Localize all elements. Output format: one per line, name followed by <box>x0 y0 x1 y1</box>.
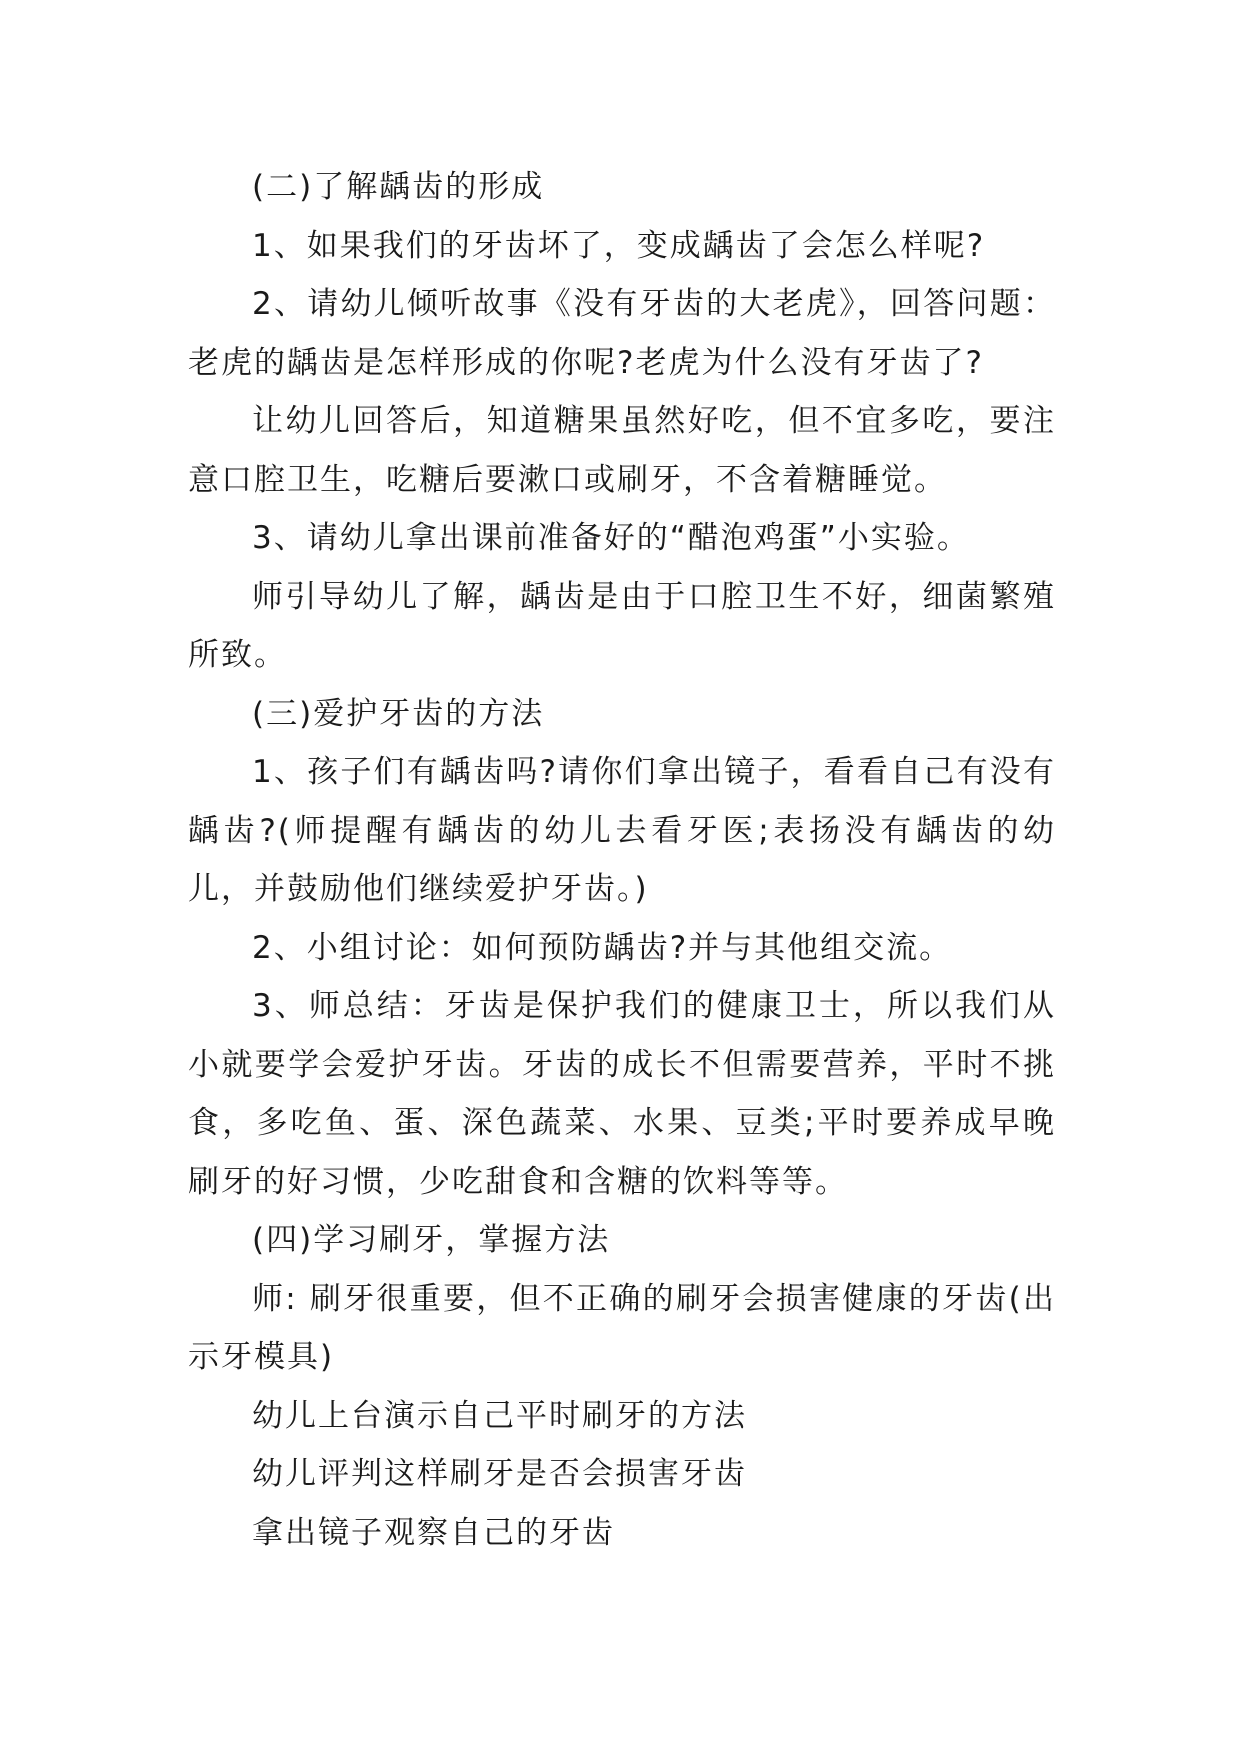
paragraph: 1、孩子们有龋齿吗?请你们拿出镜子，看看自己有没有龋齿?(师提醒有龋齿的幼儿去看牙医;表扬没有龋齿的幼儿，并鼓励他们继续爱护牙齿。) <box>188 754 1056 907</box>
section-heading: (二)了解龋齿的形成 <box>252 169 545 205</box>
paragraph: 2、小组讨论：如何预防龋齿?并与其他组交流。 <box>252 929 953 966</box>
paragraph: 2、请幼儿倾听故事《没有牙齿的大老虎》，回答问题：老虎的龋齿是怎样形成的你呢?老虎为什么没有牙齿了? <box>188 286 1056 381</box>
document-body <box>188 158 1056 1562</box>
paragraph: 师引导幼儿了解，龋齿是由于口腔卫生不好，细菌繁殖所致。 <box>188 578 1056 673</box>
paragraph: 师: 刷牙很重要，但不正确的刷牙会损害健康的牙齿(出示牙模具) <box>188 1280 1056 1375</box>
paragraph: 幼儿评判这样刷牙是否会损害牙齿 <box>252 1456 747 1492</box>
paragraph: 3、师总结：牙齿是保护我们的健康卫士，所以我们从小就要学会爱护牙齿。牙齿的成长不但需要营养，平时不挑食，多吃鱼、蛋、深色蔬菜、水果、豆类;平时要养成早晚刷牙的好习惯，少吃甜食和含糖的饮料等等。 <box>188 988 1056 1200</box>
paragraph: 1、如果我们的牙齿坏了，变成龋齿了会怎么样呢? <box>252 227 986 264</box>
paragraph: 3、请幼儿拿出课前准备好的“醋泡鸡蛋”小实验。 <box>252 520 970 556</box>
paragraph: 幼儿上台演示自己平时刷牙的方法 <box>252 1397 747 1434</box>
paragraph: 让幼儿回答后，知道糖果虽然好吃，但不宜多吃，要注意口腔卫生，吃糖后要漱口或刷牙，不含着糖睡觉。 <box>188 403 1056 498</box>
section-heading: (四)学习刷牙，掌握方法 <box>252 1222 611 1258</box>
paragraph: 拿出镜子观察自己的牙齿 <box>252 1514 615 1551</box>
section-heading: (三)爱护牙齿的方法 <box>252 695 545 732</box>
